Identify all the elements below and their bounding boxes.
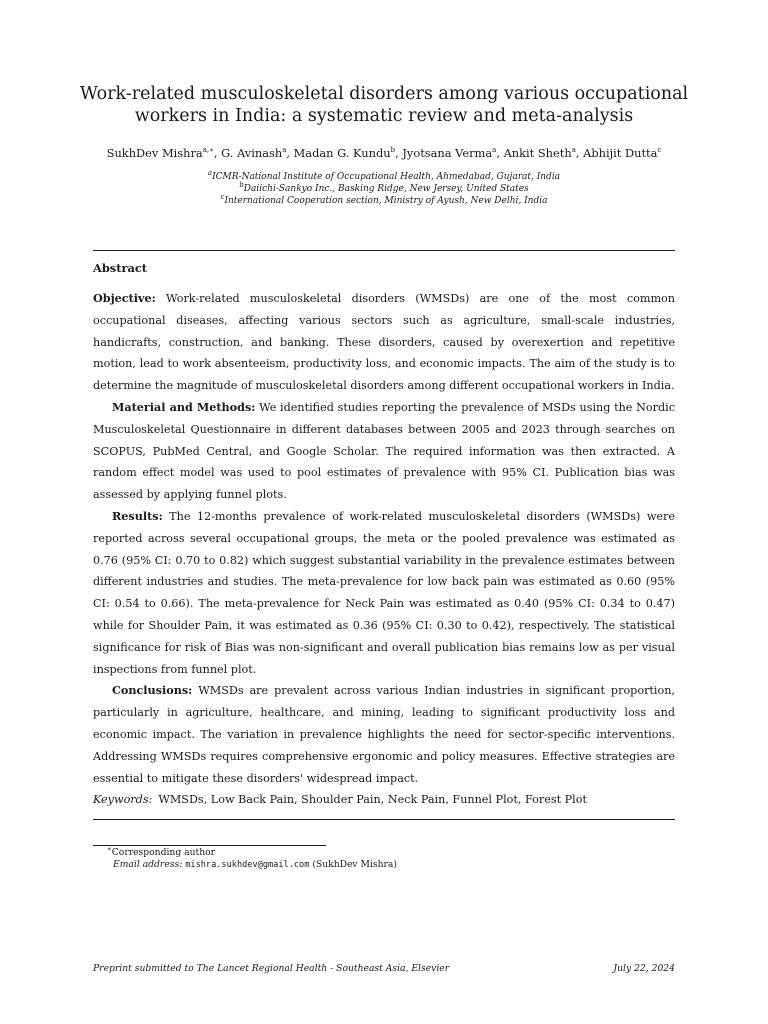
- objective-paragraph: Objective: Work-related musculoskeletal disorders (WMSDs) are one of the most common occupational diseases, affecting various sectors such as agriculture, small-scale industries, handicrafts, construction, and banking. These disorders, caused by overexertion and repetitive motion, lead to work absenteeism, productivity loss, and economic impacts. The aim of the study is to determine the magnitude of musculoskeletal disorders among different occupational workers in India.: [93, 291, 675, 393]
- author: Abhijit Dutta$^c$: [583, 146, 662, 160]
- footer-date: July 22, 2024: [613, 963, 675, 974]
- author: Jyotsana Verma$^a$,: [402, 146, 504, 160]
- paper-title: [60, 83, 708, 127]
- keywords: Keywords: WMSDs, Low Back Pain, Shoulder Pain, Neck Pain, Funnel Plot, Forest Plot: [93, 793, 587, 807]
- methods-paragraph: Material and Methods: We identified studies reporting the prevalence of MSDs using the Nordic Musculoskeletal Questionnaire in different databases between 2005 and 2023 through searches on SCOPUS, PubMed Central, and Google Scholar. The required information was then extracted. A random effect model was used to pool estimates of prevalence with 95% CI. Publication bias was assessed by applying funnel plots.: [93, 399, 676, 502]
- author: SukhDev Mishra$^{a,∗}$,: [106, 146, 222, 160]
- author-list: [60, 146, 708, 160]
- abstract-body: [93, 288, 675, 811]
- page-footer: [93, 963, 675, 974]
- abstract-top-rule: [93, 250, 675, 251]
- preprint-note: Preprint submitted to The Lancet Regional Health - Southeast Asia, Elsevier: [93, 963, 450, 974]
- affiliation: $^c$International Cooperation section, Ministry of Ayush, New Delhi, India: [220, 193, 548, 206]
- title-line-1: Work-related musculoskeletal disorders among various occupational: [79, 84, 689, 104]
- email-link[interactable]: mishra.sukhdev@gmail.com: [185, 860, 310, 870]
- author: Ankit Sheth$^a$,: [503, 146, 584, 160]
- abstract-bottom-rule: [93, 819, 675, 820]
- author: G. Avinash$^a$,: [221, 146, 294, 160]
- conclusions-paragraph: Conclusions: WMSDs are prevalent across various Indian industries in significant proportion, particularly in agriculture, healthcare, and mining, leading to significant productivity loss and economic impact. The variation in prevalence highlights the need for sector-specific interventions. Addressing WMSDs requires comprehensive ergonomic and policy measures. Effective strategies are essential to mitigate these disorders' widespread impact.: [93, 683, 675, 785]
- footnote-rule: [93, 845, 326, 846]
- corresponding-author-note: ∗Corresponding author: [107, 844, 216, 858]
- affiliation-list: [60, 171, 708, 207]
- footnote: [107, 844, 397, 871]
- title-line-2: workers in India: a systematic review and meta-analysis: [134, 106, 634, 126]
- affiliation: $^b$Daiichi-Sankyo Inc., Basking Ridge, New Jersey, United States: [239, 181, 529, 194]
- email-line: Email address: mishra.sukhdev@gmail.com (SukhDev Mishra): [113, 859, 397, 870]
- abstract-heading: Abstract: [93, 261, 148, 275]
- affiliation: $^a$ICMR-National Institute of Occupational Health, Ahmedabad, Gujarat, India: [207, 169, 561, 182]
- results-paragraph: Results: The 12-months prevalence of work-related musculoskeletal disorders (WMSDs) were reported across several occupational groups, the meta or the pooled prevalence was estimated as 0.76 (95% CI: 0.70 to 0.82) which suggest substantial variability in the prevalence estimates between different industries and studies. The meta-prevalence for low back pain was estimated as 0.60 (95% CI: 0.54 to 0.66). The meta-prevalence for Neck Pain was estimated as 0.40 (95% CI: 0.34 to 0.47) while for Shoulder Pain, it was estimated as 0.36 (95% CI: 0.30 to 0.42), respectively. The statistical significance for risk of Bias was non-significant and overall publication bias remains low as per visual inspections from funnel plot.: [93, 508, 675, 676]
- author: Madan G. Kundu$^b$,: [293, 146, 403, 160]
